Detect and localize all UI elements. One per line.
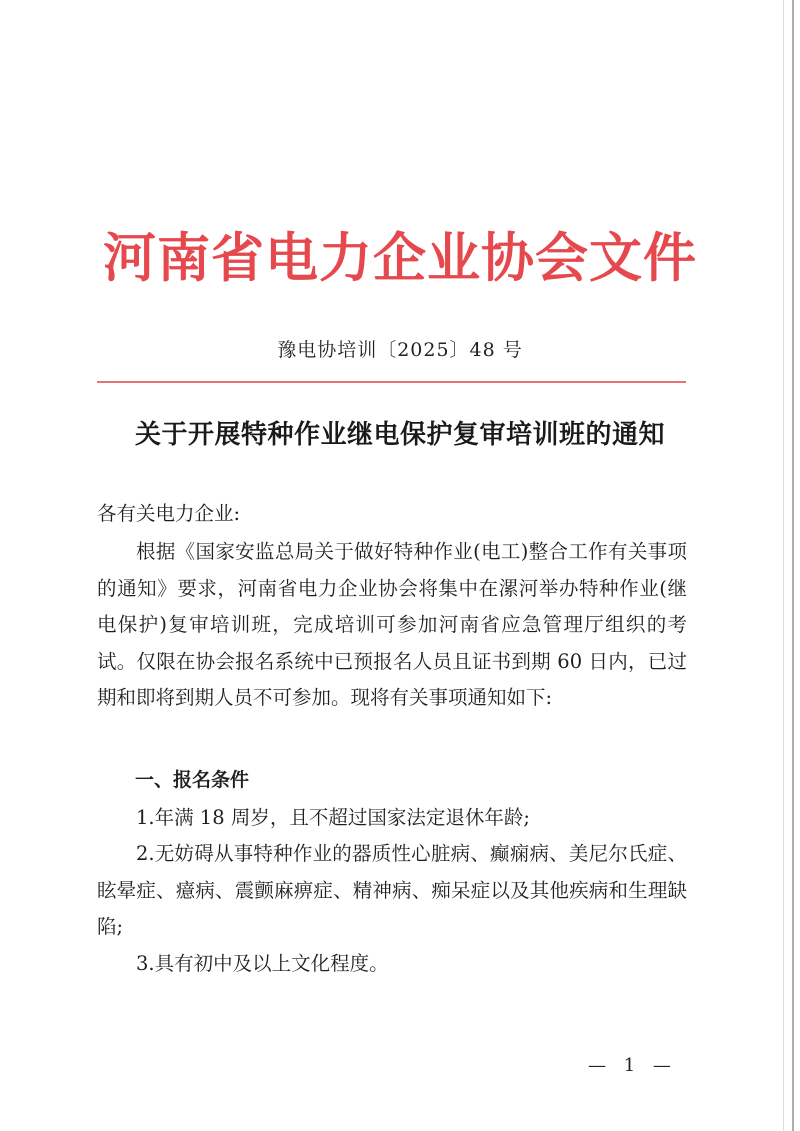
document-number: 豫电协培训〔2025〕48 号 <box>277 339 523 361</box>
list-item: 2.无妨碍从事特种作业的器质性心脏病、癫痫病、美尼尔氏症、眩晕症、癔病、震颤麻痹症、精神病、痴呆症以及其他疾病和生理缺陷; <box>97 842 687 939</box>
red-separator-line <box>97 381 686 383</box>
list-item: 1.年满 18 周岁，且不超过国家法定退休年龄; <box>136 806 530 829</box>
page-number: — 1 — <box>588 1055 677 1076</box>
salutation: 各有关电力企业: <box>97 502 241 525</box>
scan-edge-shadow-secondary <box>783 0 784 1131</box>
list-item: 3.具有初中及以上文化程度。 <box>136 952 389 975</box>
section-heading-registration-conditions: 一、报名条件 <box>135 769 250 791</box>
notice-title: 关于开展特种作业继电保护复审培训班的通知 <box>134 420 665 450</box>
scan-edge-shadow <box>792 0 794 1131</box>
intro-paragraph: 根据《国家安监总局关于做好特种作业(电工)整合工作有关事项的通知》要求，河南省电力企业协会将集中在漯河举办特种作业(继电保护)复审培训班，完成培训可参加河南省应急管理厅组织的考试。仅限在协会报名系统中已预报名人员且证书到期 60 日内，已过期和即将到期人员不可参加。现将有关事项通知如下: <box>97 540 687 710</box>
document-header-title: 河南省电力企业协会文件 <box>103 227 697 289</box>
